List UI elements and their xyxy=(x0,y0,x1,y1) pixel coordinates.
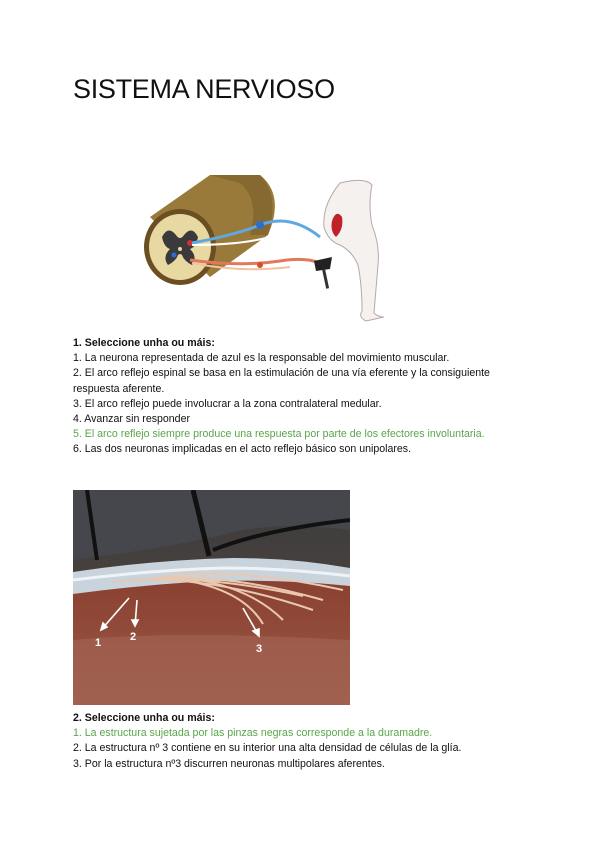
question-1 xyxy=(73,336,533,458)
dissection-photo xyxy=(73,490,350,705)
page-title: SISTEMA NERVIOSO xyxy=(73,74,335,104)
question-1-option-6[interactable]: 6. Las dos neuronas implicadas en el acto reflejo básico son unipolares. xyxy=(73,443,412,456)
question-2-option-3[interactable]: 3. Por la estructura nº3 discurren neuronas multipolares aferentes. xyxy=(73,757,385,770)
question-1-header: 1. Seleccione unha ou máis: xyxy=(73,337,215,349)
question-2-option-1[interactable]: 1. La estructura sujetada por las pinzas negras corresponde a la duramadre. xyxy=(73,727,433,740)
question-1-option-4[interactable]: 4. Avanzar sin responder xyxy=(73,413,190,426)
photo-label-3: 3 xyxy=(256,643,263,655)
question-2 xyxy=(73,711,533,772)
question-1-option-2[interactable]: 2. El arco reflejo espinal se basa en la estimulación de una vía eferente y la consiguiente respuesta aferente. xyxy=(73,367,490,395)
photo-label-2: 2 xyxy=(130,631,137,643)
question-1-option-1[interactable]: 1. La neurona representada de azul es la responsable del movimiento muscular. xyxy=(73,352,450,365)
question-2-header: 2. Seleccione unha ou máis: xyxy=(73,712,215,724)
question-2-option-2[interactable]: 2. La estructura nº 3 contiene en su interior una alta densidad de células de la glía. xyxy=(73,742,462,755)
photo-label-1: 1 xyxy=(95,637,102,649)
question-1-option-3[interactable]: 3. El arco reflejo puede involucrar a la zona contralateral medular. xyxy=(73,397,382,410)
reflex-arc-figure xyxy=(140,165,400,325)
question-1-option-5[interactable]: 5. El arco reflejo siempre produce una respuesta por parte de los efectores involuntaria. xyxy=(73,428,485,441)
